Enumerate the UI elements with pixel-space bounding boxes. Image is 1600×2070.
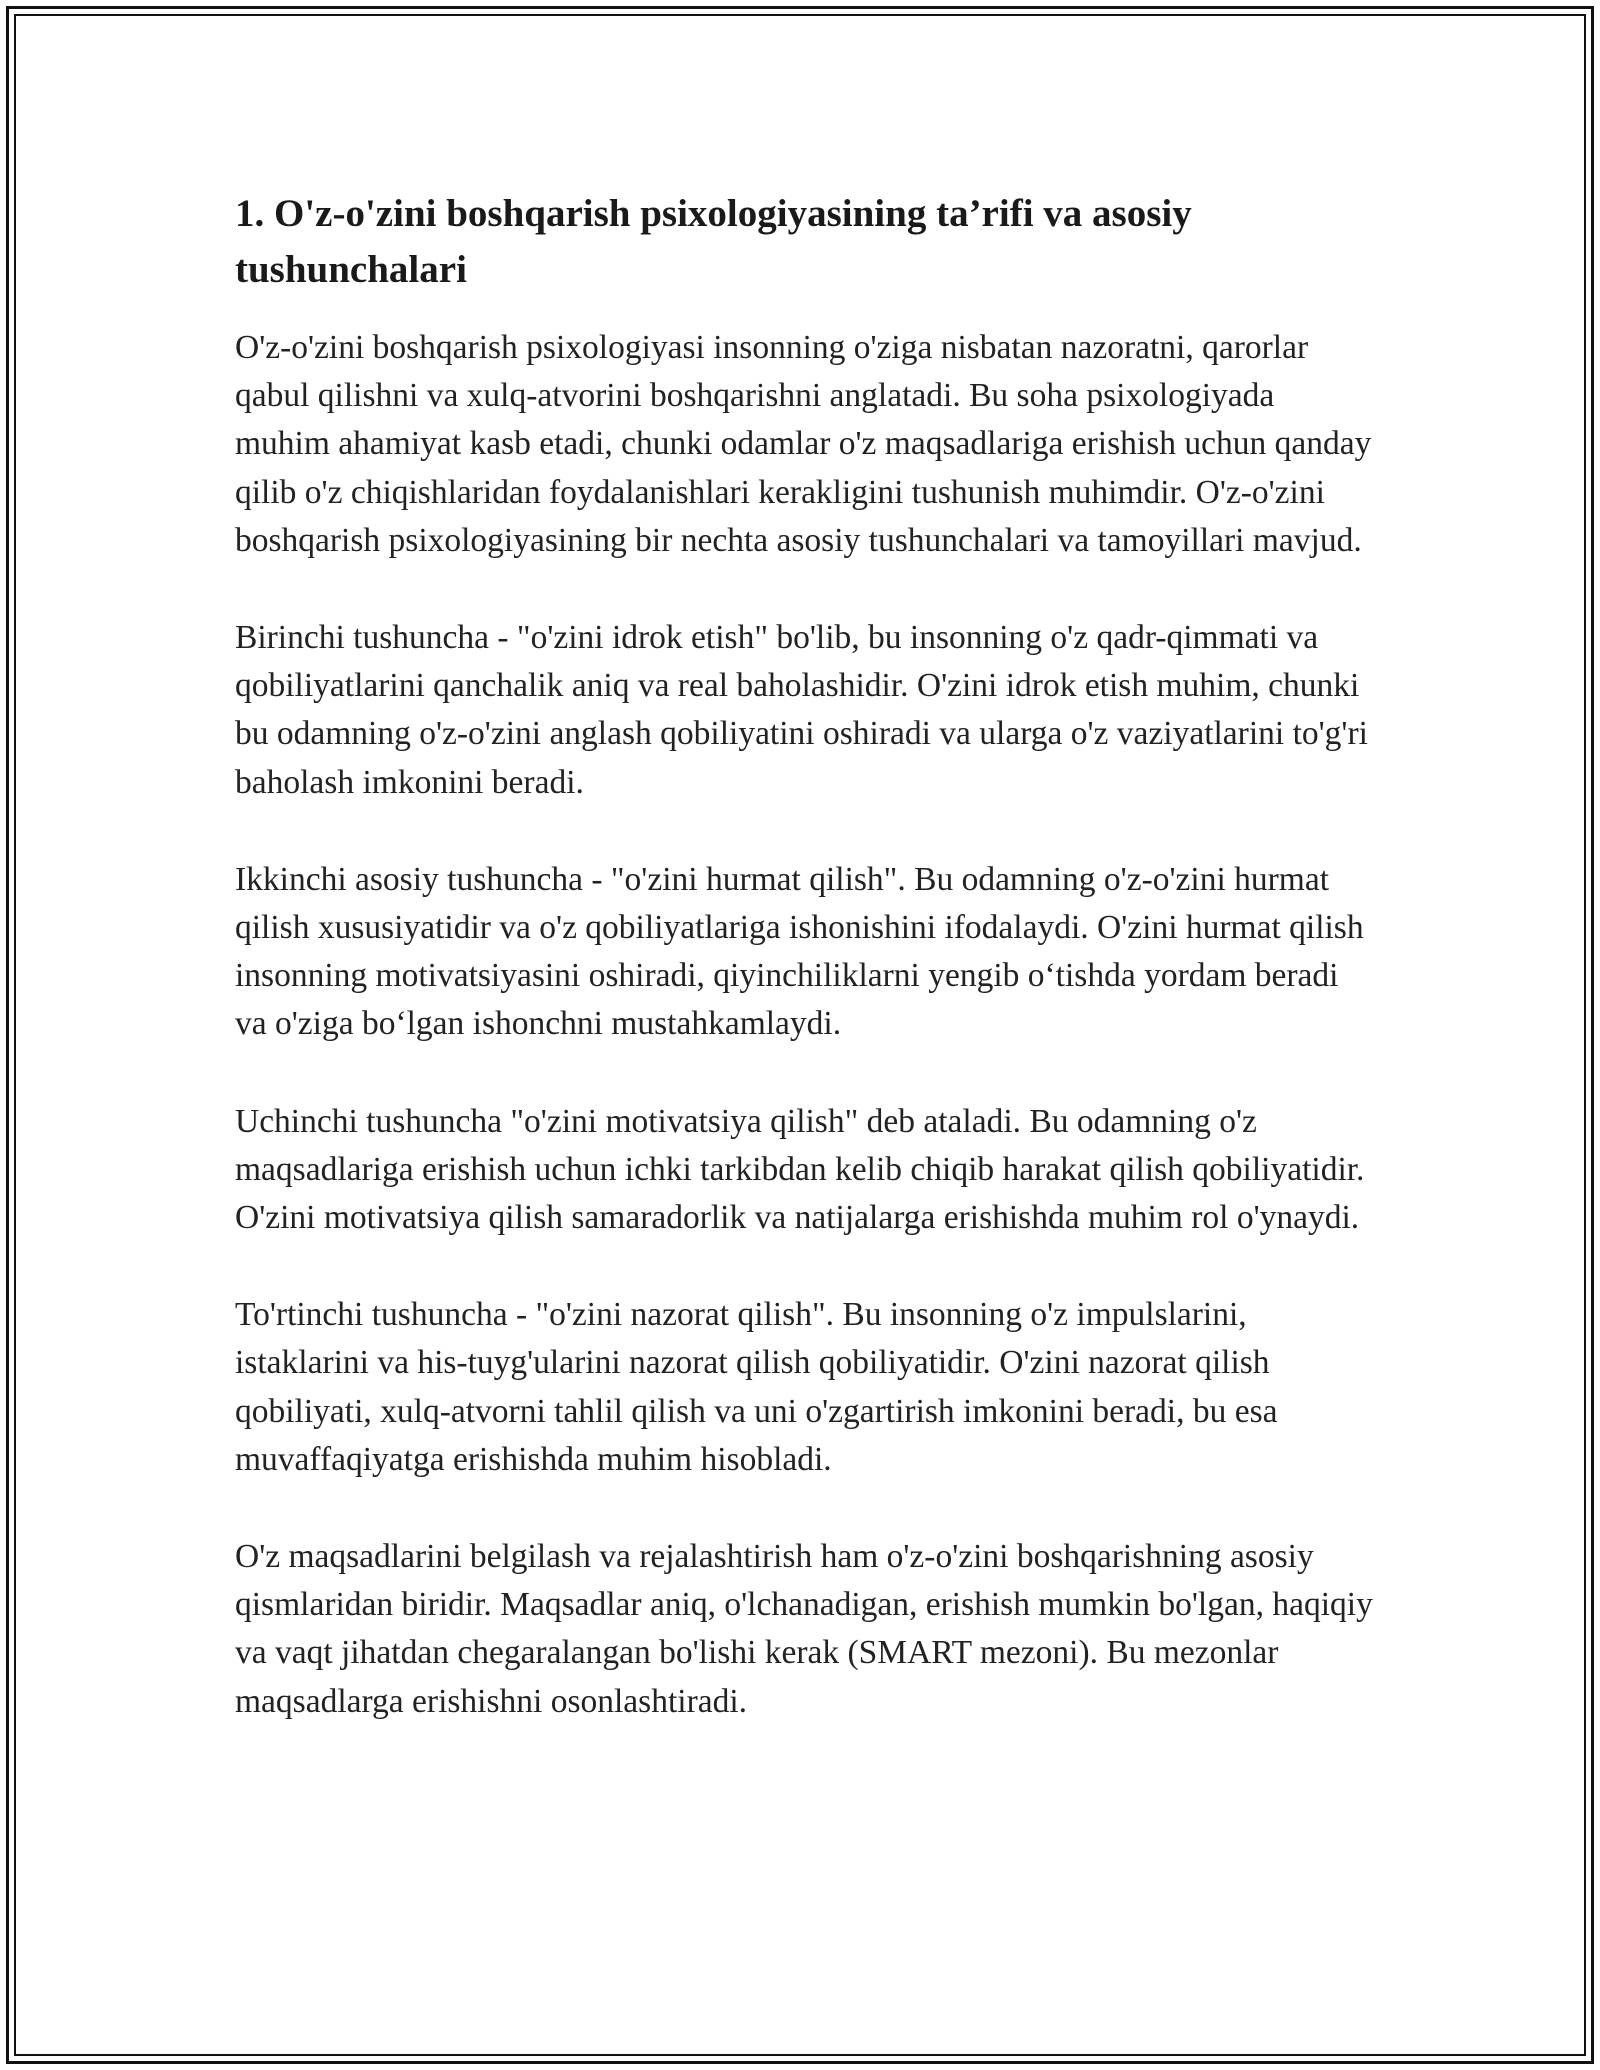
paragraph-goal-setting: O'z maqsadlarini belgilash va rejalashtirish ham o'z-o'zini boshqarishning asosiy qismlaridan biridir. Maqsadlar aniq, o'lchanadigan, erishish mumkin bo'lgan, haqiqiy va vaqt jihatdan chegaralangan bo'lishi kerak (SMART mezoni). Bu mezonlar maqsadlarga erishishni osonlashtiradi.	[235, 1538, 1373, 1720]
paragraph-definition: O'z-o'zini boshqarish psixologiyasi insonning o'ziga nisbatan nazoratni, qarorlar qabul qilishni va xulq-atvorini boshqarishni anglatadi. Bu soha psixologiyada muhim ahamiyat kasb etadi, chunki odamlar o'z maqsadlariga erishish uchun qanday qilib o'z chiqishlaridan foydalanishlari kerakligini tushunish muhimdir. O'z-o'zini boshqarish psixologiyasining bir nechta asosiy tushunchalari va tamoyillari mavjud.	[235, 329, 1372, 559]
paragraph-self-motivation: Uchinchi tushuncha "o'zini motivatsiya qilish" deb ataladi. Bu odamning o'z maqsadlariga erishish uchun ichki tarkibdan kelib chiqib harakat qilish qobiliyatidir. O'zini motivatsiya qilish samaradorlik va natijalarga erishishda muhim rol o'ynaydi.	[235, 1102, 1365, 1237]
paragraph-self-perception: Birinchi tushuncha - "o'zini idrok etish" bo'lib, bu insonning o'z qadr-qimmati va qobiliyatlarini qanchalik aniq va real baholashidir. O'zini idrok etish muhim, chunki bu odamning o'z-o'zini anglash qobiliyatini oshiradi va ularga o'z vaziyatlarini to'g'ri baholash imkonini beradi.	[235, 619, 1368, 801]
document-body	[235, 186, 1375, 1775]
paragraph-self-control: To'rtinchi tushuncha - "o'zini nazorat qilish". Bu insonning o'z impulslarini, istaklarini va his-tuyg'ularini nazorat qilish qobiliyatidir. O'zini nazorat qilish qobiliyati, xulq-atvorni tahlil qilish va uni o'zgartirish imkonini beradi, bu esa muvaffaqiyatga erishishda muhim hisobladi.	[235, 1296, 1278, 1478]
paragraph-self-respect: Ikkinchi asosiy tushuncha - "o'zini hurmat qilish". Bu odamning o'z-o'zini hurmat qilish xususiyatidir va o'z qobiliyatlariga ishonishini ifodalaydi. O'zini hurmat qilish insonning motivatsiyasini oshiradi, qiyinchiliklarni yengib o‘tishda yordam beradi va o'ziga bo‘lgan ishonchni mustahkamlaydi.	[235, 860, 1364, 1043]
section-heading: 1. O'z-o'zini boshqarish psixologiyasining ta’rifi va asosiy tushunchalari	[235, 192, 1192, 291]
